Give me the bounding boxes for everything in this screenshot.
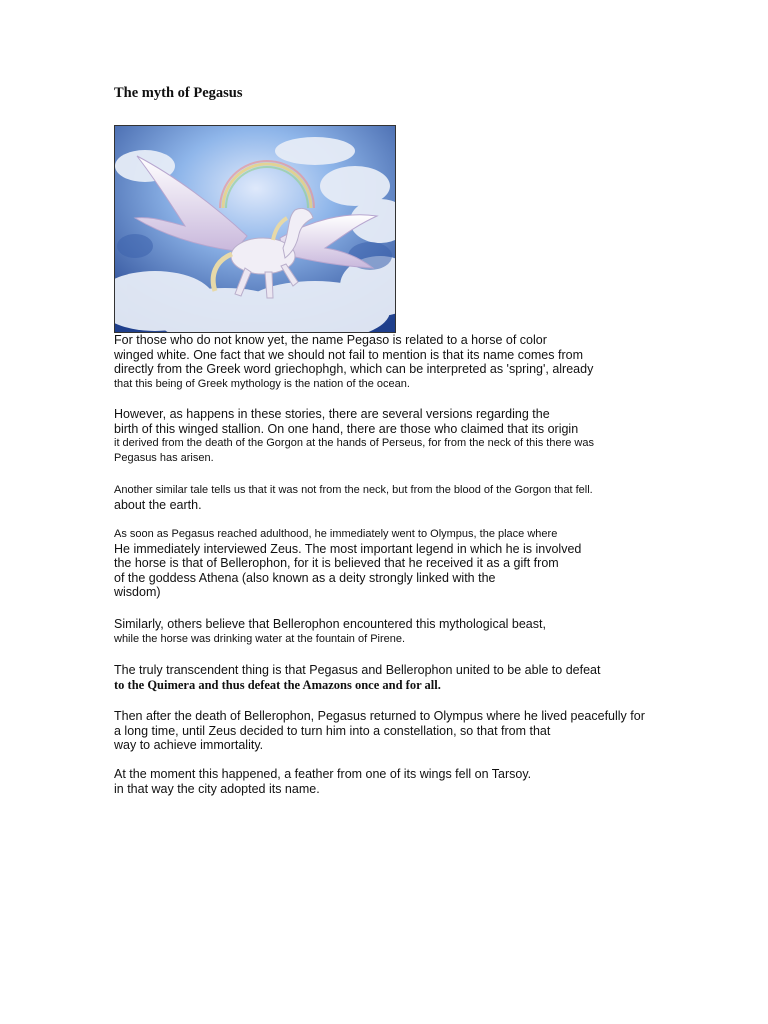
paragraph-line: a long time, until Zeus decided to turn him into a constellation, so that from that	[114, 723, 551, 738]
pegasus-illustration-icon	[115, 126, 396, 333]
paragraph-5	[114, 617, 546, 646]
paragraph-line: to the Quimera and thus defeat the Amazons once and for all.	[114, 677, 441, 692]
paragraph-3	[114, 483, 593, 512]
paragraph-6	[114, 663, 600, 692]
paragraph-line: birth of this winged stallion. On one hand, there are those who claimed that its origin	[114, 421, 579, 436]
paragraph-2	[114, 407, 594, 465]
paragraph-line: Similarly, others believe that Bellerophon encountered this mythological beast,	[114, 617, 546, 631]
paragraph-line: while the horse was drinking water at the fountain of Pirene.	[114, 632, 406, 645]
paragraph-line: At the moment this happened, a feather from one of its wings fell on Tarsoy.	[114, 767, 532, 781]
paragraph-line: in that way the city adopted its name.	[114, 781, 320, 796]
paragraph-8	[114, 767, 531, 796]
paragraph-line: For those who do not know yet, the name Pegaso is related to a horse of color	[114, 333, 547, 347]
paragraph-line: Pegasus has arisen.	[114, 451, 214, 464]
paragraph-line: The truly transcendent thing is that Pegasus and Bellerophon united to be able to defeat	[114, 663, 601, 677]
paragraph-line: that this being of Greek mythology is the nation of the ocean.	[114, 377, 410, 390]
paragraph-line: Another similar tale tells us that it was not from the neck, but from the blood of the Gorgon that fell.	[114, 484, 593, 496]
paragraph-1	[114, 333, 593, 391]
paragraph-4	[114, 527, 581, 600]
paragraph-line: Then after the death of Bellerophon, Pegasus returned to Olympus where he lived peacefully for	[114, 709, 645, 723]
paragraph-line: of the goddess Athena (also known as a deity strongly linked with the	[114, 570, 496, 585]
paragraph-line: wisdom)	[114, 585, 161, 600]
paragraph-line: He immediately interviewed Zeus. The most important legend in which he is involved	[114, 541, 582, 556]
paragraph-line: about the earth.	[114, 497, 202, 512]
paragraph-7	[114, 709, 645, 753]
paragraph-line: the horse is that of Bellerophon, for it is believed that he received it as a gift from	[114, 556, 559, 571]
paragraph-line: However, as happens in these stories, there are several versions regarding the	[114, 407, 550, 421]
pegasus-image	[114, 125, 396, 333]
paragraph-line: winged white. One fact that we should not fail to mention is that its name comes from	[114, 347, 583, 362]
paragraph-line: directly from the Greek word griechophgh, which can be interpreted as 'spring', already	[114, 362, 594, 377]
paragraph-line: As soon as Pegasus reached adulthood, he immediately went to Olympus, the place where	[114, 528, 558, 540]
page-title: The myth of Pegasus	[114, 85, 243, 101]
paragraph-line: it derived from the death of the Gorgon at the hands of Perseus, for from the neck of this there was	[114, 437, 594, 450]
paragraph-line: way to achieve immortality.	[114, 738, 264, 753]
